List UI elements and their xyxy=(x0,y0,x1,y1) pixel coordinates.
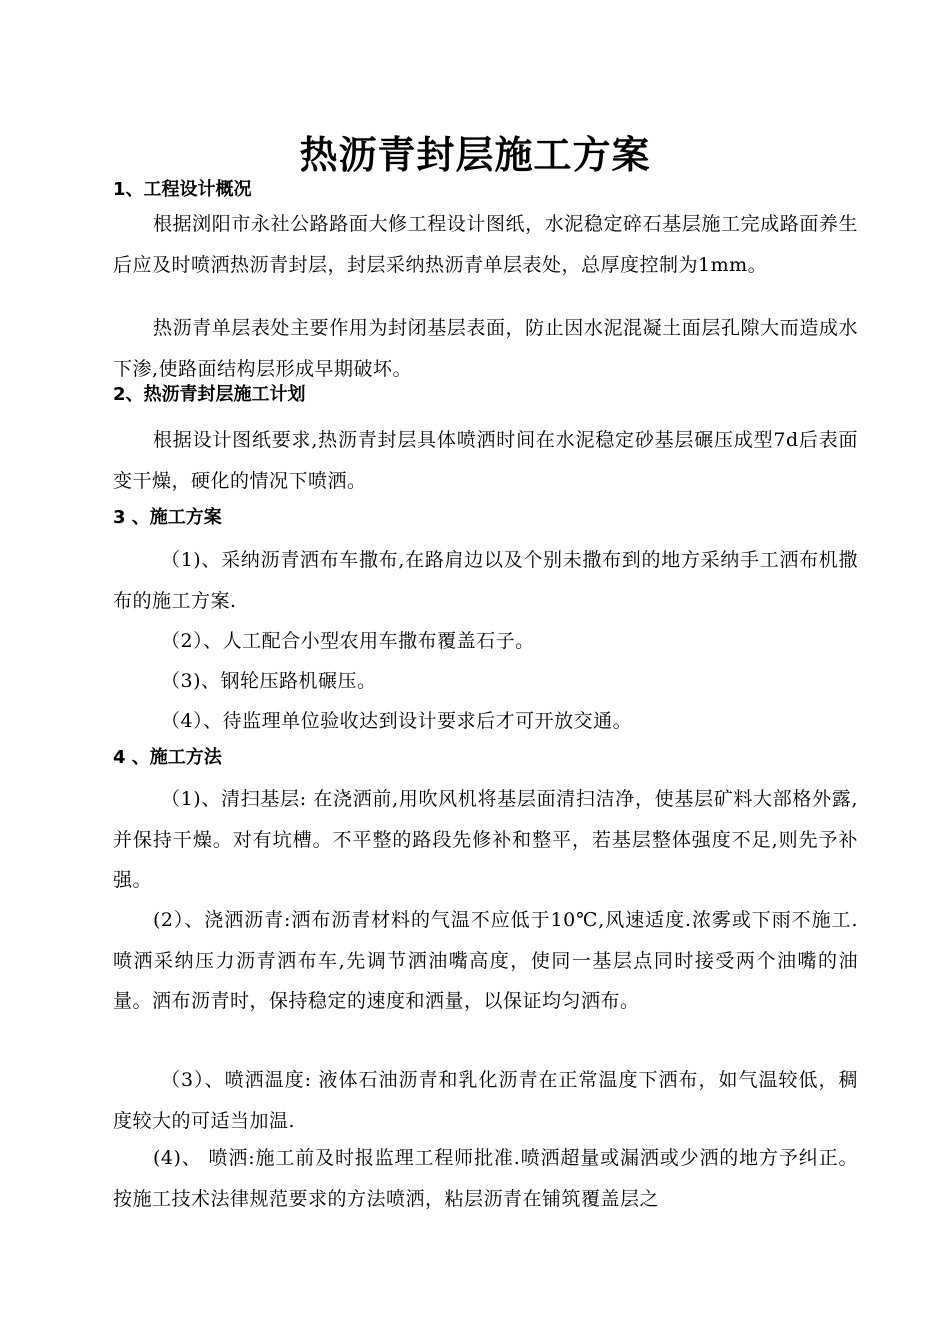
section-3-paragraph-1: （1)、采纳沥青洒布车撒布,在路肩边以及个别未撒布到的地方采纳手工洒布机撒布的施工方案. xyxy=(113,549,858,612)
section-4-paragraph-3: （3）、喷洒温度: 液体石油沥青和乳化沥青在正常温度下洒布，如气温较低，稠度较大的可适当加温. xyxy=(113,1069,858,1132)
section-4-paragraph-2: (2）、浇洒沥青:洒布沥青材料的气温不应低于10℃,风速适度.浓雾或下雨不施工.喷洒采纳压力沥青洒布车,先调节洒油嘴高度，使同一基层点同时接受两个油嘴的油量。洒布沥青时，保持稳定的速度和洒量，以保证均匀洒布。 xyxy=(113,909,858,1012)
section-heading-3: 3 、施工方案 xyxy=(113,507,222,528)
section-4-paragraph-1: （1)、清扫基层: 在浇洒前,用吹风机将基层面清扫洁净，使基层矿料大部格外露,并保持干燥。对有坑槽。不平整的路段先修补和整平，若基层整体强度不足,则先予补强。 xyxy=(113,788,858,891)
section-heading-2: 2、热沥青封层施工计划 xyxy=(113,384,306,405)
section-1-paragraph-2: 热沥青单层表处主要作用为封闭基层表面，防止因水泥混凝土面层孔隙大而造成水下渗,使路面结构层形成早期破坏。 xyxy=(113,317,858,380)
section-4-paragraph-4: (4)、 喷洒:施工前及时报监理工程师批准.喷洒超量或漏洒或少洒的地方予纠正。按施工技术法律规范要求的方法喷洒，粘层沥青在铺筑覆盖层之 xyxy=(113,1147,858,1210)
section-heading-4: 4 、施工方法 xyxy=(113,747,222,768)
section-3-paragraph-4: （4）、待监理单位验收达到设计要求后才可开放交通。 xyxy=(161,710,633,732)
section-1-paragraph-1: 根据浏阳市永社公路路面大修工程设计图纸，水泥稳定碎石基层施工完成路面养生后应及时喷洒热沥青封层，封层采纳热沥青单层表处，总厚度控制为1mm。 xyxy=(113,213,858,276)
document-title: 热沥青封层施工方案 xyxy=(299,132,651,177)
section-3-paragraph-3: （3)、钢轮压路机碾压。 xyxy=(161,670,377,692)
section-2-paragraph-1: 根据设计图纸要求,热沥青封层具体喷洒时间在水泥稳定砂基层碾压成型7d后表面变干燥，硬化的情况下喷洒。 xyxy=(113,429,858,492)
section-heading-1: 1、工程设计概况 xyxy=(113,179,252,200)
section-3-paragraph-2: （2）、人工配合小型农用车撒布覆盖石子。 xyxy=(161,630,535,652)
